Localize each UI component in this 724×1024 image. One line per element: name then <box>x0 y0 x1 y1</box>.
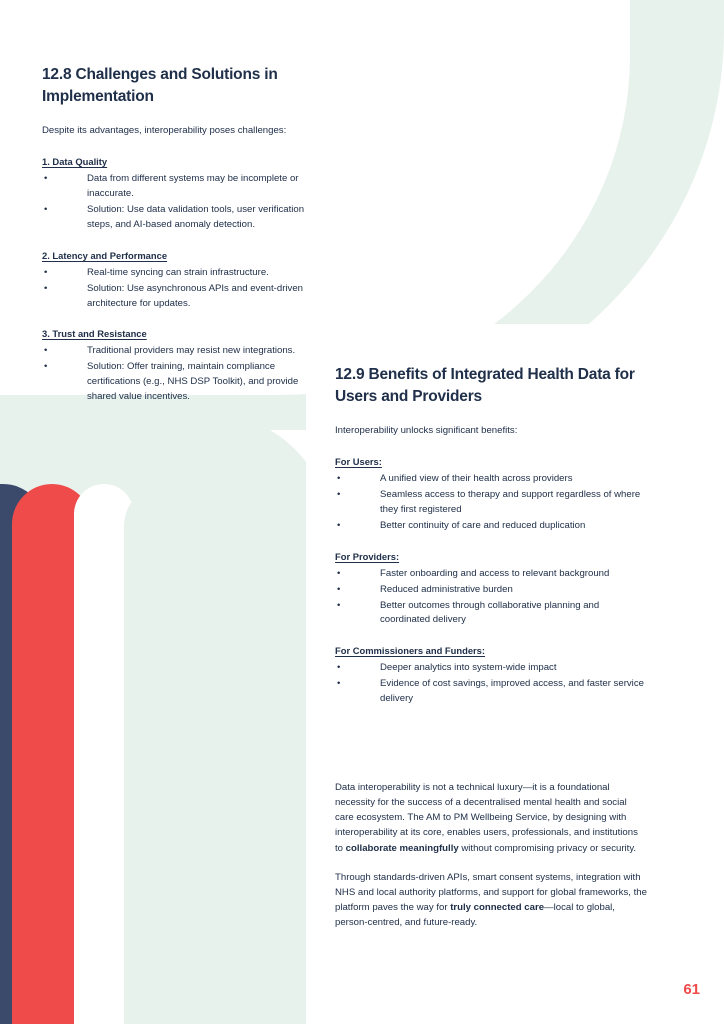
section-intro-12-9: Interoperability unlocks significant benefits: <box>335 425 518 436</box>
subheading-trust-resistance: 3. Trust and Resistance <box>42 328 147 340</box>
closing-paragraph-2 <box>335 870 647 931</box>
list-item: • Solution: Use asynchronous APIs and event-driven architecture for updates. <box>42 282 330 312</box>
list-item: • Evidence of cost savings, improved access, and faster service delivery <box>335 677 647 707</box>
list-item: • Data from different systems may be incomplete or inaccurate. <box>42 172 330 202</box>
closing-p1-bold: collaborate meaningfully <box>345 842 459 854</box>
list-item: • Better continuity of care and reduced duplication <box>335 519 647 534</box>
closing-section <box>335 780 647 944</box>
list-item: • Seamless access to therapy and support regardless of where they first registered <box>335 488 647 518</box>
subheading-for-providers: For Providers: <box>335 550 400 562</box>
subheading-data-quality: 1. Data Quality <box>42 156 108 168</box>
list-for-users <box>335 472 647 533</box>
subheading-latency-performance: 2. Latency and Performance <box>42 249 168 261</box>
section-title-12-8: 12.8 Challenges and Solutions in Implementation <box>42 66 278 105</box>
list-item: • Real-time syncing can strain infrastructure. <box>42 266 330 281</box>
subheading-for-commissioners-funders: For Commissioners and Funders: <box>335 645 486 657</box>
subheading-for-users: For Users: <box>335 456 382 468</box>
list-data-quality <box>42 172 330 232</box>
left-column <box>42 64 330 422</box>
list-item: • Solution: Use data validation tools, user verification steps, and AI-based anomaly detection. <box>42 203 330 233</box>
closing-p1-after: without compromising privacy or security. <box>458 842 637 854</box>
closing-paragraph-1 <box>335 780 647 856</box>
page-number: 61 <box>683 981 700 998</box>
list-item: • Traditional providers may resist new integrations. <box>42 344 330 359</box>
section-intro-12-8: Despite its advantages, interoperability poses challenges: <box>42 125 287 136</box>
list-latency-performance <box>42 266 330 312</box>
list-item: • Solution: Offer training, maintain compliance certifications (e.g., NHS DSP Toolkit), and provide shared value incentives. <box>42 360 330 405</box>
list-item: • Deeper analytics into system-wide impact <box>335 661 647 676</box>
mint-accent-bar <box>124 484 304 1024</box>
closing-p1-before: Data interoperability is not a technical luxury—it is a foundational necessity for the success of a decentralised mental health and social care ecosystem. The AM to PM Wellbeing Service, by designing with interoperability at its core, enables users, professionals, and institutions to <box>335 782 638 854</box>
list-trust-resistance <box>42 344 330 404</box>
list-for-commissioners-funders <box>335 661 647 707</box>
closing-p2-bold: truly connected care <box>450 902 545 914</box>
list-item: • Faster onboarding and access to relevant background <box>335 567 647 582</box>
list-item: • A unified view of their health across providers <box>335 472 647 487</box>
list-item: • Reduced administrative burden <box>335 583 647 598</box>
closing-p2-before: Through standards-driven APIs, smart consent systems, integration with NHS and local authority platforms, and support for global frameworks, the platform paves the way for <box>335 871 647 914</box>
closing-p2-after: —local to global, person-centred, and future-ready. <box>335 902 615 929</box>
right-column <box>335 364 647 724</box>
list-item: • Better outcomes through collaborative planning and coordinated delivery <box>335 599 647 629</box>
section-title-12-9: 12.9 Benefits of Integrated Health Data for Users and Providers <box>335 366 635 405</box>
list-for-providers <box>335 567 647 628</box>
